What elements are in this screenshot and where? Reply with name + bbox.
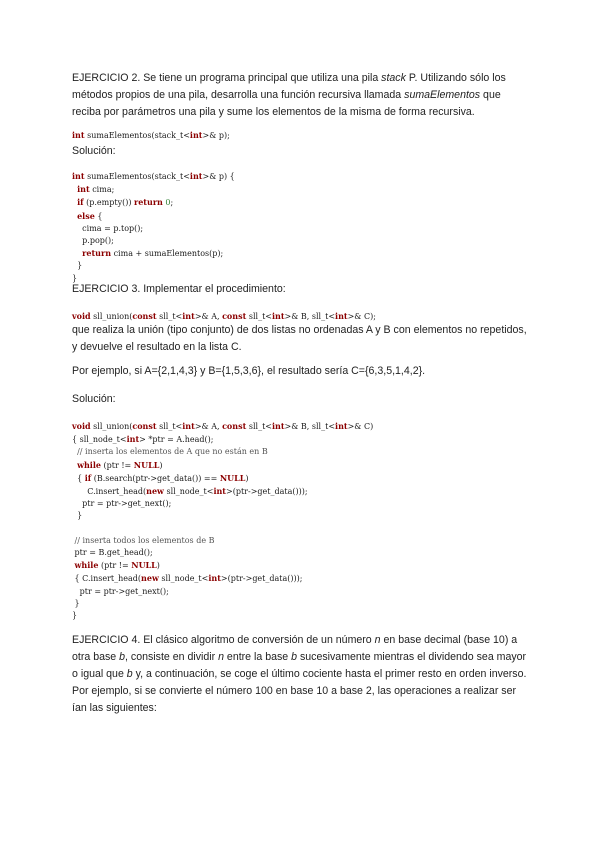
ex3-description: que realiza la unión (tipo conjunto) de dos listas no ordenadas A y B con elementos no repetidos, y devuelve el resultado en la lista C. (72, 324, 527, 353)
ex2-solution-label: Solución: (72, 145, 116, 157)
ex2-function-name: sumaElementos (404, 89, 481, 101)
ex4-text: sucesivamente mientras el dividendo sea mayor o igual que (72, 651, 527, 680)
ex4-text: y, a continuación, se coge el último cociente hasta el primer resto en orden inverso. Por ejemplo, si se convierte el número 100 en base 10 a base 2, las operaciones a realizar ser ían las siguientes: (72, 668, 527, 714)
ex4-var-b: b (119, 651, 126, 663)
ex4-var-n: n (218, 651, 224, 663)
ex4-var-n: n (374, 634, 381, 646)
ex2-stack-term: stack (381, 72, 406, 84)
ex4-var-b: b (126, 668, 133, 680)
ex4-statement (72, 632, 532, 717)
ex4-text: EJERCICIO 4. El clásico algoritmo de conversión de un número (72, 634, 375, 646)
ex2-text: que reciba por parámetros una pila y sume los elementos de la misma de forma recursiva. (72, 89, 501, 118)
ex3-code-block: void sll_union(const sll_t<int>& A, const sll_t<int>& B, sll_t<int>& C) { sll_node_t<int> *ptr = A.head(); // inserta los elementos de A que no están en B while (ptr != NULL) { if (B.search(ptr->get_data()) == NULL) C.insert_head(new sll_node_t<int>(ptr->get_data())); ptr = ptr->get_next(); } // inserta todos los elementos de B ptr = B.get_head(); while (ptr != NULL) { C.insert_head(new sll_node_t<int>(ptr->get_data())); ptr = ptr->get_next(); } } (72, 421, 374, 621)
ex3-statement: EJERCICIO 3. Implementar el procedimiento: (72, 283, 286, 295)
ex4-var-b: b (291, 651, 298, 663)
ex2-code-block: int sumaElementos(stack_t<int>& p) { int cima; if (p.empty()) return 0; else { cima = p.top(); p.pop(); return cima + sumaElementos(p); } } (72, 171, 235, 283)
ex3-solution-label: Solución: (72, 393, 116, 405)
ex2-statement (72, 70, 532, 121)
ex3-example: Por ejemplo, si A={2,1,4,3} y B={1,5,3,6}, el resultado sería C={6,3,5,1,4,2}. (72, 365, 426, 377)
ex4-text: entre la base (223, 651, 292, 663)
ex2-signature: int sumaElementos(stack_t<int>& p); (72, 130, 230, 140)
ex2-text: EJERCICIO 2. Se tiene un programa principal que utiliza una pila (72, 72, 382, 84)
ex3-signature: void sll_union(const sll_t<int>& A, const sll_t<int>& B, sll_t<int>& C); (72, 311, 376, 321)
ex4-text: , consiste en dividir (125, 651, 219, 663)
ex4-text: en base decimal (base 10) a otra base (72, 634, 518, 663)
ex2-text: P. Utilizando sólo los métodos propios de una pila, desarrolla una función recursiva llamada (72, 72, 506, 101)
